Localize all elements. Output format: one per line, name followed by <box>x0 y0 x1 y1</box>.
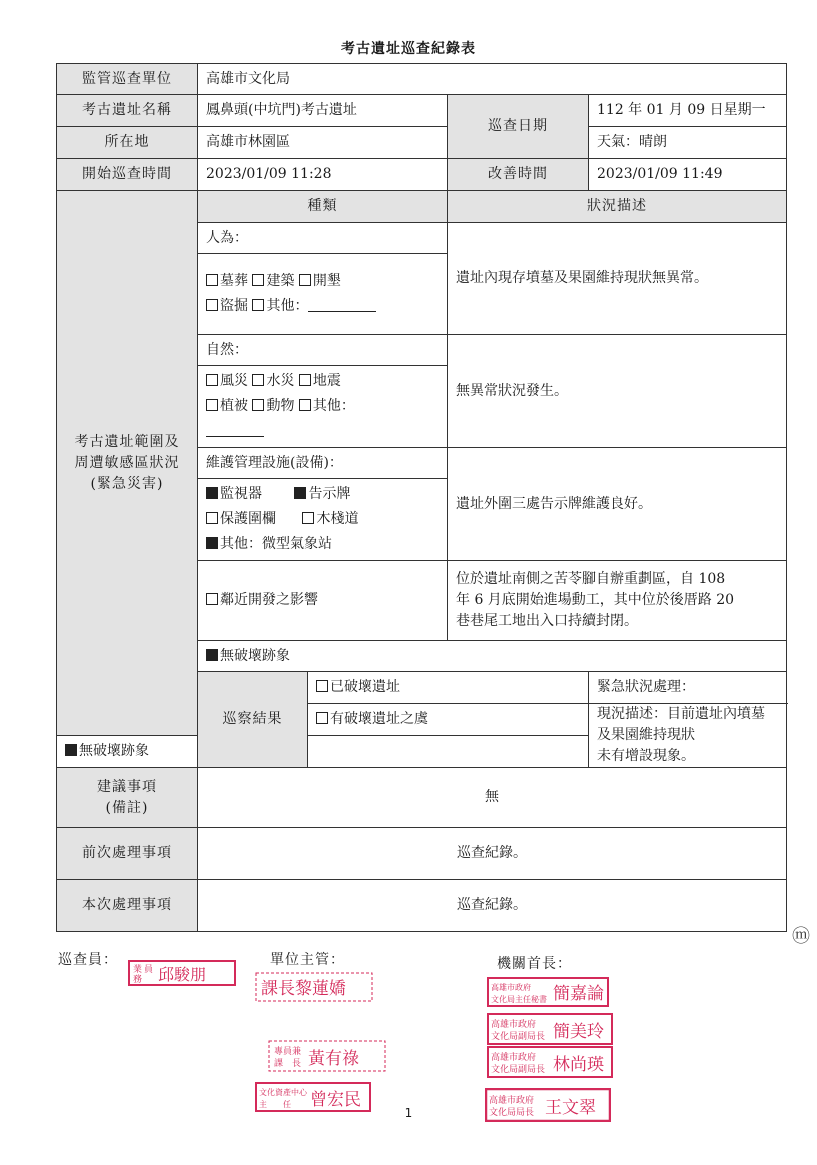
nature-category-title: 自然： <box>198 335 448 366</box>
result-label: 巡察結果 <box>198 672 308 768</box>
checkbox-animal[interactable] <box>252 399 264 411</box>
svg-text:課 長: 課 長 <box>274 1059 302 1069</box>
facility-category-title: 維護管理設施(設備)： <box>198 448 448 479</box>
svg-text:曾宏民: 曾宏民 <box>310 1090 361 1110</box>
checkbox-looting[interactable] <box>206 299 218 311</box>
inspector-stamp <box>128 960 236 986</box>
site-name-value: 鳳鼻頭(中坑門)考古遺址 <box>198 95 448 127</box>
svg-text:業: 業 <box>133 965 143 975</box>
inspection-date-value: 112 年 01 月 09 日星期一 <box>589 95 787 127</box>
supervisor-label: 單位主管： <box>270 952 345 968</box>
checkbox-building[interactable] <box>252 274 264 286</box>
handwritten-mark: ⓜ <box>792 926 810 947</box>
checkbox-reclamation[interactable] <box>299 274 311 286</box>
svg-text:課長黎蓮嬌: 課長黎蓮嬌 <box>261 979 346 999</box>
checkbox-no-damage-result[interactable] <box>65 744 77 756</box>
type-column-header: 種類 <box>198 191 448 223</box>
checkbox-nature-other[interactable] <box>299 399 311 411</box>
result-option-no-damage: 無破壞跡象 <box>57 736 308 768</box>
status-section-label: 考古遺址範圍及 周遭敏感區狀況 (緊急災害) <box>57 191 198 736</box>
svg-text:文化局主任秘書: 文化局主任秘書 <box>491 995 547 1004</box>
svg-text:務: 務 <box>133 975 143 985</box>
emergency-handling: 緊急狀況處理： <box>589 672 787 704</box>
svg-text:高雄市政府: 高雄市政府 <box>491 1020 537 1030</box>
facility-description: 遺址外圍三處告示牌維護良好。 <box>448 448 787 561</box>
nature-options: 風災 水災 地震 植被 動物 其他： <box>198 366 448 448</box>
location-label: 所在地 <box>57 127 198 159</box>
svg-text:主 任: 主 任 <box>259 1100 291 1109</box>
weather-value: 天氣：晴朗 <box>589 127 787 159</box>
svg-text:高雄市政府: 高雄市政府 <box>491 1053 537 1063</box>
svg-text:黃有祿: 黃有祿 <box>308 1049 359 1069</box>
unit-label: 監管巡查單位 <box>57 64 198 95</box>
inspection-form-table <box>56 63 787 932</box>
description-column-header: 狀況描述 <box>448 191 787 223</box>
suggestion-value: 無 <box>198 768 787 828</box>
location-value: 高雄市林園區 <box>198 127 448 159</box>
checkbox-vegetation[interactable] <box>206 399 218 411</box>
page-number: 1 <box>404 1106 413 1120</box>
supervisor-stamp-1 <box>255 972 373 1002</box>
svg-text:簡嘉論: 簡嘉論 <box>553 984 604 1004</box>
checkbox-no-damage-status[interactable] <box>206 649 218 661</box>
site-name-label: 考古遺址名稱 <box>57 95 198 127</box>
facility-options: 監視器 告示牌 保護圍欄 木棧道 其他：微型氣象站 <box>198 479 448 561</box>
svg-text:文化局副局長: 文化局副局長 <box>491 1065 546 1075</box>
head-stamp-1 <box>487 977 609 1007</box>
checkbox-cctv[interactable] <box>206 487 218 499</box>
current-status-description: 現況描述：目前遺址內墳墓及果園維持現狀 未有增設現象。 <box>589 704 787 768</box>
checkbox-facility-other[interactable] <box>206 537 218 549</box>
checkbox-signboard[interactable] <box>294 487 306 499</box>
checkbox-flood[interactable] <box>252 374 264 386</box>
nature-other-blank[interactable] <box>206 424 264 437</box>
suggestion-label: 建議事項 (備註) <box>57 768 198 828</box>
checkbox-development[interactable] <box>206 593 218 605</box>
checkbox-earthquake[interactable] <box>299 374 311 386</box>
start-time-label: 開始巡查時間 <box>57 159 198 191</box>
svg-text:員: 員 <box>144 965 154 975</box>
development-option: 鄰近開發之影響 <box>198 561 448 641</box>
checkbox-destroyed[interactable] <box>316 680 328 692</box>
checkbox-fence[interactable] <box>206 512 218 524</box>
svg-text:高雄市政府: 高雄市政府 <box>489 1096 535 1106</box>
svg-text:文化局副局長: 文化局副局長 <box>491 1032 546 1042</box>
improve-time-value: 2023/01/09 11:49 <box>589 159 787 191</box>
svg-text:專員兼: 專員兼 <box>274 1047 302 1057</box>
supervisor-stamp-2 <box>268 1040 386 1072</box>
checkbox-burial[interactable] <box>206 274 218 286</box>
svg-text:文化資產中心: 文化資產中心 <box>259 1088 307 1097</box>
start-time-value: 2023/01/09 11:28 <box>198 159 448 191</box>
inspection-date-label: 巡查日期 <box>448 95 589 159</box>
result-option-destroyed: 已破壞遺址 <box>308 672 589 704</box>
checkbox-boardwalk[interactable] <box>302 512 314 524</box>
previous-action-value: 巡查紀錄。 <box>198 828 787 880</box>
svg-text:王文翠: 王文翠 <box>545 1098 596 1118</box>
checkbox-human-other[interactable] <box>252 299 264 311</box>
current-action-label: 本次處理事項 <box>57 880 198 932</box>
checkbox-risk[interactable] <box>316 712 328 724</box>
human-description: 遺址內現存墳墓及果園維持現狀無異常。 <box>448 223 787 335</box>
nature-description: 無異常狀況發生。 <box>448 335 787 448</box>
current-action-value: 巡查紀錄。 <box>198 880 787 932</box>
improve-time-label: 改善時間 <box>448 159 589 191</box>
head-label: 機關首長： <box>497 956 572 972</box>
svg-text:高雄市政府: 高雄市政府 <box>491 983 531 992</box>
checkbox-wind[interactable] <box>206 374 218 386</box>
human-other-blank[interactable] <box>308 299 376 312</box>
human-category-title: 人為： <box>198 223 448 254</box>
svg-text:林尚瑛: 林尚瑛 <box>553 1055 604 1075</box>
development-description: 位於遺址南側之苦苓腳自辦重劃區，自 108 年 6 月底開始進場動工，其中位於後厝路 20 巷巷尾工地出入口持續封閉。 <box>448 561 787 641</box>
previous-action-label: 前次處理事項 <box>57 828 198 880</box>
result-option-risk: 有破壞遺址之虞 <box>308 704 589 736</box>
document-title: 考古遺址巡查紀錄表 <box>341 41 476 57</box>
svg-text:邱駿朋: 邱駿朋 <box>158 965 207 984</box>
head-stamp-2 <box>487 1013 613 1045</box>
unit-value: 高雄市文化局 <box>198 64 787 95</box>
human-options: 墓葬 建築 開墾 盜掘 其他： <box>198 254 448 335</box>
no-damage-option: 無破壞跡象 <box>198 641 787 672</box>
inspector-label: 巡查員： <box>58 952 118 968</box>
svg-text:簡美玲: 簡美玲 <box>553 1022 604 1042</box>
head-stamp-3 <box>487 1046 613 1078</box>
svg-text:文化局局長: 文化局局長 <box>489 1108 535 1118</box>
